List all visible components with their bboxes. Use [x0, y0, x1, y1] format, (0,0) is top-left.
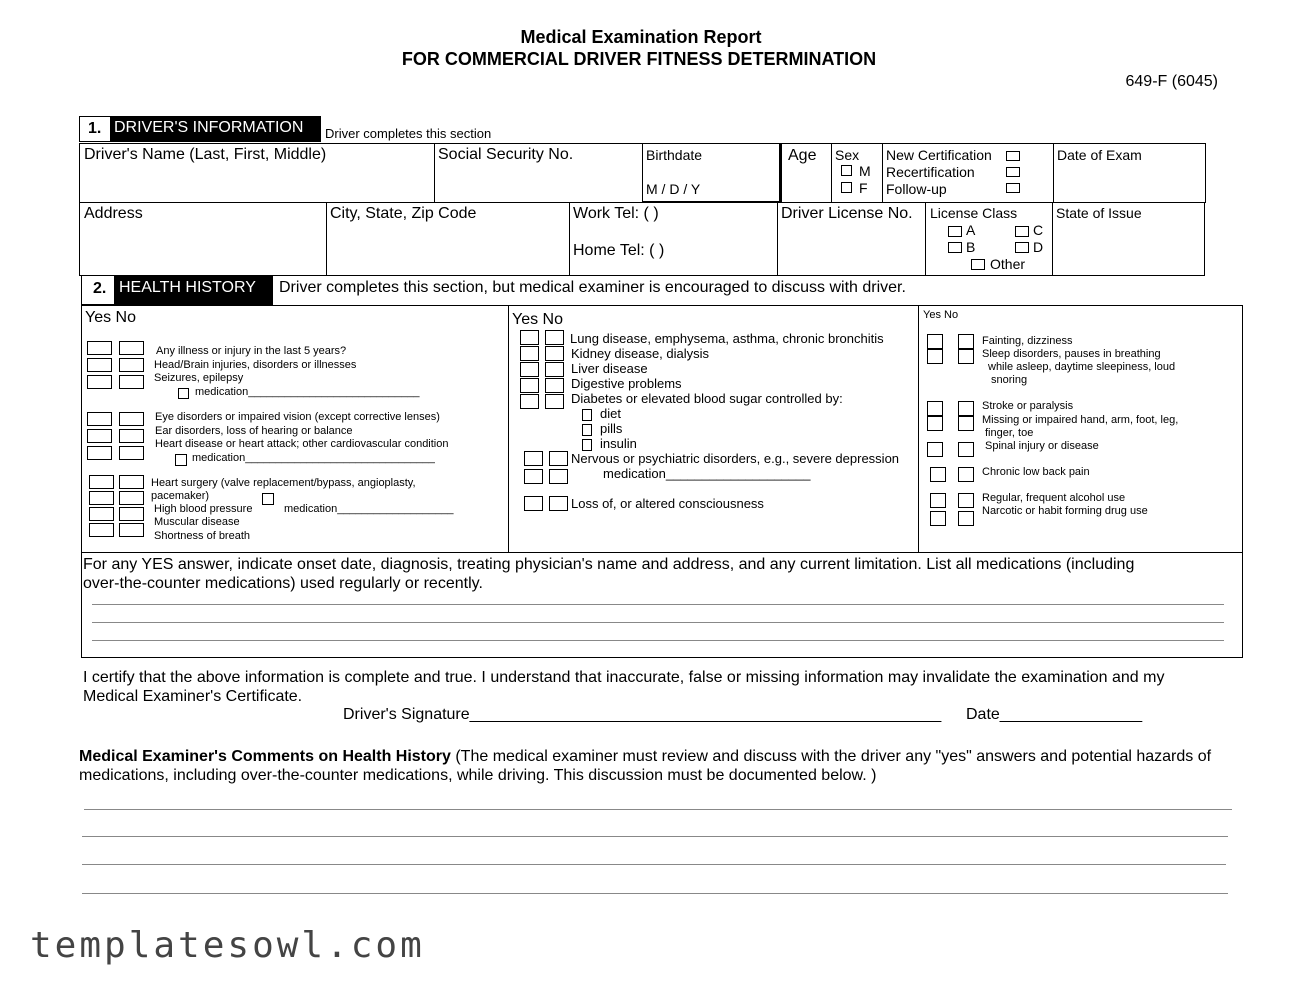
- col1-q6-med-label: medication_______________________________: [192, 452, 435, 464]
- col1-q3-label: Seizures, epilepsy: [154, 372, 244, 384]
- col2-q3-yes[interactable]: [520, 362, 539, 377]
- col2-q1-yes[interactable]: [520, 330, 539, 345]
- col2-q5c-checkbox[interactable]: [582, 439, 592, 451]
- class-b-label: B: [966, 239, 976, 255]
- col2-q2-yes[interactable]: [520, 346, 539, 361]
- col3-q7-no[interactable]: [958, 493, 974, 508]
- class-other-checkbox[interactable]: [971, 259, 985, 270]
- col3-q4-yes[interactable]: [927, 416, 943, 431]
- col1-q6-label: Heart disease or heart attack; other cardiovascular condition: [155, 438, 449, 450]
- examiner-comments-line-2[interactable]: [82, 836, 1228, 837]
- address-label: Address: [84, 205, 143, 222]
- col2-q4-label: Digestive problems: [571, 376, 682, 391]
- col1-q10-yes[interactable]: [89, 523, 114, 537]
- col2-q7-label: Loss of, or altered consciousness: [571, 496, 764, 511]
- col3-q8-no[interactable]: [958, 511, 974, 526]
- class-b-checkbox[interactable]: [948, 242, 962, 253]
- col1-q7-med-checkbox[interactable]: [262, 493, 274, 505]
- col2-q4-yes[interactable]: [520, 378, 539, 393]
- col1-q10-no[interactable]: [119, 523, 144, 537]
- yes-instructions-line2: over-the-counter medications) used regularly or recently.: [83, 575, 483, 592]
- col3-q8-yes[interactable]: [930, 511, 946, 526]
- col3-q2c-label: snoring: [991, 374, 1028, 386]
- col2-q1-label: Lung disease, emphysema, asthma, chronic bronchitis: [570, 331, 884, 346]
- class-d-checkbox[interactable]: [1015, 242, 1029, 253]
- col3-q2-yes[interactable]: [927, 349, 943, 364]
- col1-q5-no[interactable]: [119, 429, 144, 443]
- col2-q6-no-b[interactable]: [549, 469, 568, 484]
- section2-number: 2.: [93, 280, 107, 297]
- city-state-zip-label: City, State, Zip Code: [330, 205, 477, 222]
- cert-new-label: New Certification: [886, 147, 992, 163]
- col3-q7-label: Regular, frequent alcohol use: [982, 492, 1126, 504]
- col3-q2b-label: while asleep, daytime sleepiness, loud: [988, 361, 1176, 373]
- col1-q1-yes[interactable]: [87, 341, 112, 355]
- sex-label: Sex: [835, 147, 860, 163]
- section2-heading: HEALTH HISTORY: [119, 279, 256, 296]
- watermark: templatesowl.com: [30, 925, 425, 966]
- col3-yes-no-header: Yes No: [923, 309, 959, 321]
- col1-q6-yes[interactable]: [87, 446, 112, 460]
- yes-details-line-1[interactable]: [92, 604, 1224, 605]
- col1-q7-no[interactable]: [119, 475, 144, 489]
- ssn-label: Social Security No.: [438, 146, 574, 163]
- form-subtitle: FOR COMMERCIAL DRIVER FITNESS DETERMINATION: [401, 49, 877, 69]
- col1-q7b-label: pacemaker): [151, 490, 210, 502]
- class-other-label: Other: [990, 256, 1026, 272]
- column-divider-1: [508, 305, 509, 552]
- section1-number: 1.: [88, 120, 102, 137]
- col2-q6-no[interactable]: [549, 451, 568, 466]
- sex-f-checkbox[interactable]: [841, 182, 852, 193]
- sex-f-label: F: [859, 180, 868, 196]
- col1-q3-no[interactable]: [119, 375, 144, 389]
- row-divider: [81, 552, 1243, 553]
- col2-q4-no[interactable]: [545, 378, 564, 393]
- col2-q5-label: Diabetes or elevated blood sugar controlled by:: [571, 391, 843, 406]
- col2-q7-no[interactable]: [549, 496, 568, 511]
- certification-line1: I certify that the above information is complete and true. I understand that inaccurate, false or missing information may invalidate the examination and my: [83, 669, 1165, 686]
- class-a-checkbox[interactable]: [948, 226, 962, 237]
- col3-q2-no[interactable]: [958, 349, 974, 364]
- examiner-comments-text2: medications, including over-the-counter medications, while driving. This discussion must be documented below. ): [79, 767, 877, 784]
- col2-q5a-label: diet: [600, 406, 621, 421]
- col1-q4-no[interactable]: [119, 412, 144, 426]
- yes-instructions-line1: For any YES answer, indicate onset date, diagnosis, treating physician's name and address, and any current limitation. List all medications (including: [83, 556, 1135, 573]
- col2-q5b-checkbox[interactable]: [582, 424, 592, 436]
- col3-q4-no[interactable]: [958, 416, 974, 431]
- col1-q8-label: High blood pressure: [154, 503, 253, 515]
- examiner-comments-text: [79, 748, 1211, 766]
- class-c-checkbox[interactable]: [1015, 226, 1029, 237]
- examiner-comments-text1: (The medical examiner must review and discuss with the driver any "yes" answers and potential hazards of: [450, 748, 1212, 765]
- col2-q1-no[interactable]: [545, 330, 564, 345]
- col2-q2-label: Kidney disease, dialysis: [571, 346, 710, 361]
- col2-q6-med-label: medication____________________: [603, 466, 811, 481]
- col1-q3-med-label: medication____________________________: [195, 386, 420, 398]
- col3-q1-label: Fainting, dizziness: [982, 335, 1073, 347]
- col2-yes-no-header: Yes No: [512, 311, 563, 328]
- col1-q8-med-label: medication___________________: [284, 503, 454, 515]
- cert-follow-checkbox[interactable]: [1006, 183, 1020, 193]
- col3-q8-label: Narcotic or habit forming drug use: [982, 505, 1148, 517]
- col2-q3-label: Liver disease: [571, 361, 648, 376]
- section1-note: Driver completes this section: [325, 126, 492, 141]
- col2-q6-yes-b[interactable]: [524, 469, 543, 484]
- col1-q3-yes[interactable]: [87, 375, 112, 389]
- age-label: Age: [788, 147, 817, 164]
- yes-details-line-3[interactable]: [92, 640, 1224, 641]
- col1-q4-yes[interactable]: [87, 412, 112, 426]
- col1-q2-label: Head/Brain injuries, disorders or illnesses: [154, 359, 357, 371]
- col1-q6-no[interactable]: [119, 446, 144, 460]
- col1-q1-no[interactable]: [119, 341, 144, 355]
- col3-q7-yes[interactable]: [930, 493, 946, 508]
- col3-q5-no[interactable]: [958, 442, 974, 457]
- col3-q3-no[interactable]: [958, 401, 974, 416]
- drivers-signature-field[interactable]: Driver's Signature_____________________________________________________: [343, 706, 942, 723]
- section1-heading: DRIVER'S INFORMATION: [114, 119, 304, 136]
- form-title: Medical Examination Report: [520, 27, 762, 47]
- col2-q5a-checkbox[interactable]: [582, 409, 592, 421]
- cert-recert-label: Recertification: [886, 164, 975, 180]
- class-c-label: C: [1033, 222, 1044, 238]
- certification-line2: Medical Examiner's Certificate.: [83, 688, 303, 705]
- col2-q2-no[interactable]: [545, 346, 564, 361]
- state-of-issue-label: State of Issue: [1056, 205, 1142, 221]
- col3-q6-label: Chronic low back pain: [982, 466, 1090, 478]
- birthdate-label: Birthdate: [646, 147, 703, 163]
- col1-q8-no[interactable]: [119, 491, 144, 505]
- col2-q6-label: Nervous or psychiatric disorders, e.g., severe depression: [571, 451, 900, 466]
- signature-date-field[interactable]: Date________________: [966, 706, 1143, 723]
- examiner-comments-line-3[interactable]: [82, 864, 1226, 865]
- col3-q2-label: Sleep disorders, pauses in breathing: [982, 348, 1161, 360]
- col3-q6-no[interactable]: [958, 467, 974, 482]
- birthdate-format: M / D / Y: [646, 181, 701, 197]
- col3-q3-yes[interactable]: [927, 401, 943, 416]
- col1-q9-no[interactable]: [119, 507, 144, 521]
- examiner-comments-line-4[interactable]: [82, 893, 1228, 894]
- col1-q7-yes[interactable]: [89, 475, 114, 489]
- date-of-exam-label: Date of Exam: [1057, 147, 1142, 163]
- col3-q3-label: Stroke or paralysis: [982, 400, 1074, 412]
- col1-yes-no-header: Yes No: [85, 309, 136, 326]
- col1-q8-yes[interactable]: [89, 491, 114, 505]
- class-d-label: D: [1033, 239, 1044, 255]
- sex-m-checkbox[interactable]: [841, 165, 852, 176]
- sex-m-label: M: [859, 163, 871, 179]
- section2-note: Driver completes this section, but medical examiner is encouraged to discuss with driver.: [279, 279, 906, 296]
- col1-q10-label: Shortness of breath: [154, 530, 251, 542]
- col3-q4b-label: finger, toe: [985, 427, 1034, 439]
- col1-q1-label: Any illness or injury in the last 5 years?: [156, 345, 347, 357]
- col3-q1-yes[interactable]: [927, 334, 943, 349]
- home-tel-label: Home Tel: ( ): [573, 242, 665, 259]
- work-tel-label: Work Tel: ( ): [573, 205, 659, 222]
- col2-q5-yes[interactable]: [520, 394, 539, 409]
- col2-q5-no[interactable]: [545, 394, 564, 409]
- cert-new-checkbox[interactable]: [1006, 151, 1020, 161]
- cert-recert-checkbox[interactable]: [1006, 167, 1020, 177]
- examiner-comments-heading: Medical Examiner's Comments on Health History: [79, 748, 451, 765]
- col1-q3-med-checkbox[interactable]: [178, 388, 189, 399]
- col3-q5-yes[interactable]: [927, 442, 943, 457]
- col1-q2-no[interactable]: [119, 358, 144, 372]
- col1-q5-yes[interactable]: [87, 429, 112, 443]
- drivers-name-label: Driver's Name (Last, First, Middle): [84, 146, 327, 163]
- col1-q4-label: Eye disorders or impaired vision (except corrective lenses): [155, 411, 440, 423]
- col2-q5c-label: insulin: [600, 436, 637, 451]
- col1-q5-label: Ear disorders, loss of hearing or balance: [155, 425, 353, 437]
- col3-q6-yes[interactable]: [930, 467, 946, 482]
- col1-q7-label: Heart surgery (valve replacement/bypass, angioplasty,: [151, 477, 416, 489]
- driver-license-label: Driver License No.: [781, 205, 913, 222]
- license-class-label: License Class: [930, 205, 1018, 221]
- yes-details-line-2[interactable]: [92, 622, 1224, 623]
- col2-q5b-label: pills: [600, 421, 623, 436]
- col3-q4-label: Missing or impaired hand, arm, foot, leg,: [982, 414, 1179, 426]
- col1-q9-yes[interactable]: [89, 507, 114, 521]
- form-number: 649-F (6045): [1125, 73, 1218, 90]
- examiner-comments-line-1[interactable]: [84, 809, 1232, 810]
- col3-q1-no[interactable]: [958, 334, 974, 349]
- col2-q7-yes[interactable]: [524, 496, 543, 511]
- col1-q6-med-checkbox[interactable]: [175, 454, 187, 466]
- col1-q9-label: Muscular disease: [154, 516, 240, 528]
- col2-q3-no[interactable]: [545, 362, 564, 377]
- col1-q2-yes[interactable]: [87, 358, 112, 372]
- class-a-label: A: [966, 222, 976, 238]
- column-divider-2: [918, 305, 919, 552]
- col2-q6-yes[interactable]: [524, 451, 543, 466]
- col3-q5-label: Spinal injury or disease: [985, 440, 1099, 452]
- cert-follow-label: Follow-up: [886, 181, 947, 197]
